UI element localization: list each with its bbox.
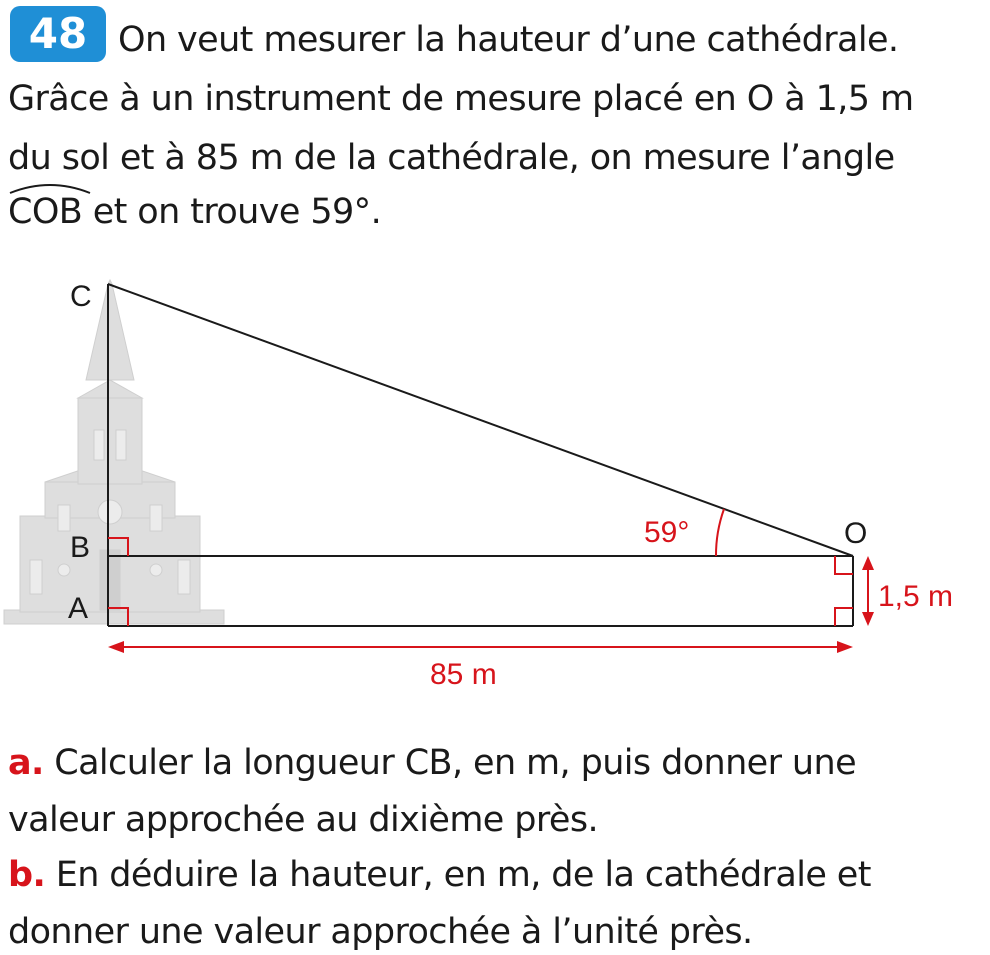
cathedral-figure [0, 270, 990, 700]
height-arrowhead-top [862, 556, 874, 570]
height-label: 1,5 m [878, 580, 954, 613]
question-a-line-2: valeur approchée au dixième près. [8, 800, 599, 840]
height-arrowhead-bottom [862, 612, 874, 626]
question-b-line-2: donner une valeur approchée à l’unité près. [8, 912, 753, 952]
question-a-label: a. [8, 743, 44, 783]
point-label-c: C [70, 280, 92, 313]
intro-line-3: du sol et à 85 m de la cathédrale, on mesure l’angle [8, 138, 895, 178]
point-label-o: O [844, 517, 868, 550]
cathedral-illustration [4, 280, 224, 624]
intro-line-4: COB et on trouve 59°. [8, 192, 382, 232]
question-b-text-1: En déduire la hauteur, en m, de la cathédrale et [55, 855, 871, 895]
exercise-number-badge: 48 [10, 6, 106, 62]
point-label-a: A [68, 592, 89, 625]
question-b-line-1 [8, 855, 871, 895]
question-a-line-1 [8, 743, 856, 783]
intro-line-2: Grâce à un instrument de mesure placé en O à 1,5 m [8, 79, 914, 119]
angle-arc-cob [716, 509, 724, 556]
right-angle-o-top [835, 556, 853, 574]
distance-arrowhead-right [837, 641, 853, 653]
question-a-text-1: Calculer la longueur CB, en m, puis donner une [54, 743, 857, 783]
point-label-b: B [70, 531, 91, 564]
segment-co [108, 284, 853, 556]
question-b-label: b. [8, 855, 46, 895]
distance-arrowhead-left [108, 641, 124, 653]
right-angle-o-bottom [835, 608, 853, 626]
angle-label: 59° [644, 516, 690, 549]
distance-label: 85 m [430, 658, 497, 691]
intro-line-1: On veut mesurer la hauteur d’une cathédrale. [118, 20, 899, 60]
